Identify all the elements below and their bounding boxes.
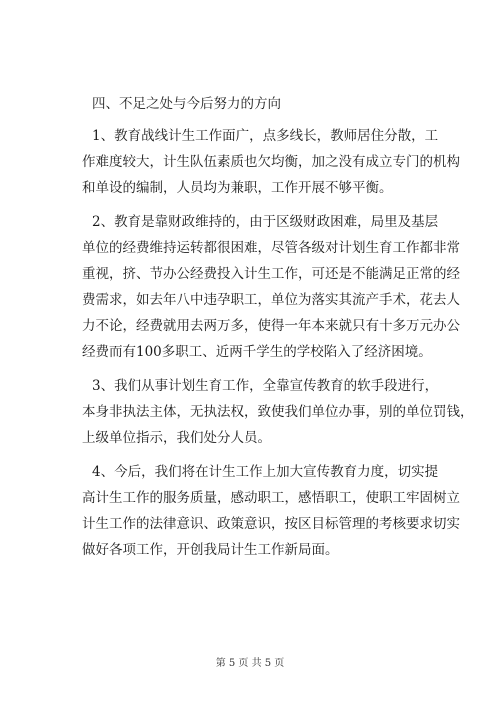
paragraph-line: 2、教育是靠财政维持的，由于区级财政困难，局里及基层 [92, 214, 439, 230]
paragraph-line: 4、今后，我们将在计生工作上加大宣传教育力度，切实提 [92, 464, 439, 480]
paragraph-line: 3、我们从事计划生育工作，全靠宣传教育的软手段进行， [92, 378, 439, 394]
paragraph-2 [82, 209, 460, 365]
paragraph-line: 1、教育战线计生工作面广，点多线长，教师居住分散，工 [92, 128, 439, 144]
paragraph-line: 重视，挤、节办公经费投入计生工作，可还是不能满足正常的经 [82, 266, 460, 282]
paragraph-line: 本身非执法主体，无执法权，致使我们单位办事，别的单位罚钱， [82, 404, 474, 420]
paragraph-4 [82, 459, 460, 563]
paragraph-line: 和单设的编制，人员均为兼职，工作开展不够平衡。 [82, 180, 393, 196]
page-number-footer: 第 5 页 共 5 页 [215, 658, 285, 669]
paragraph-line: 计生工作的法律意识、政策意识，按区目标管理的考核要求切实 [82, 516, 460, 532]
paragraph-line: 上级单位指示，我们处分人员。 [82, 430, 271, 446]
section-heading: 四、不足之处与今后努力的方向 [92, 96, 281, 112]
paragraph-line: 单位的经费维持运转都很困难，尽管各级对计划生育工作都非常 [82, 240, 460, 256]
paragraph-line: 费需求，如去年八中违孕职工，单位为落实其流产手术，花去人 [82, 292, 460, 308]
paragraph-1 [82, 123, 460, 201]
paragraph-line: 做好各项工作，开创我局计生工作新局面。 [82, 542, 339, 558]
paragraph-line: 力不论，经费就用去两万多，使得一年本来就只有十多万元办公 [82, 318, 460, 334]
paragraph-3 [82, 373, 474, 451]
document-body [82, 93, 474, 571]
paragraph-line: 经费而有100多职工、近两千学生的学校陷入了经济困境。 [82, 344, 432, 360]
paragraph-line: 作难度较大，计生队伍素质也欠均衡，加之没有成立专门的机构 [82, 154, 460, 170]
paragraph-line: 高计生工作的服务质量，感动职工，感悟职工，使职工牢固树立 [82, 490, 460, 506]
